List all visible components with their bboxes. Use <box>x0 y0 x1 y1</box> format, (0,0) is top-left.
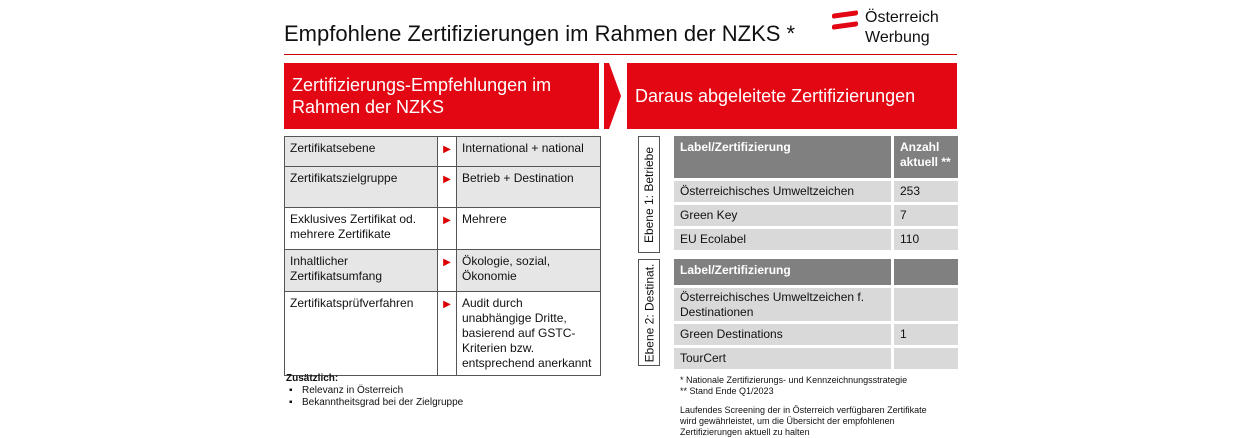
criteria-key: Zertifikatsprüfverfahren <box>285 292 438 376</box>
cert-name: Green Key <box>674 205 891 226</box>
footnote: * Nationale Zertifizierungs- und Kennzeichnungsstrategie <box>680 375 908 385</box>
cert-count <box>891 288 958 321</box>
arrow-right-icon: ▶ <box>438 292 457 376</box>
arrow-right-icon: ▶ <box>438 208 457 250</box>
table-row <box>285 167 601 208</box>
arrow-right-icon: ▶ <box>438 137 457 167</box>
criteria-key: Inhaltlicher Zertifikatsumfang <box>285 250 438 292</box>
level-2-label <box>638 259 660 366</box>
criteria-value: Ökologie, sozial, Ökonomie <box>457 250 601 292</box>
table-row <box>285 250 601 292</box>
level-1-label-text: Ebene 1: Betriebe <box>642 146 657 243</box>
cert-name: EU Ecolabel <box>674 229 891 250</box>
cert-count: 110 <box>891 229 958 250</box>
criteria-value: International + national <box>457 137 601 167</box>
level-2-label-text: Ebene 2: Destinat. <box>642 263 657 362</box>
right-heading-text: Daraus abgeleitete Zertifizierungen <box>635 86 916 106</box>
cert-count: 1 <box>891 324 958 345</box>
col-label-header: Label/Zertifizierung <box>674 259 891 285</box>
criteria-key: Exklusives Zertifikat od. mehrere Zertifikate <box>285 208 438 250</box>
cert-count <box>891 348 958 369</box>
level-2-table <box>674 256 958 372</box>
logo-line-2: Werbung <box>865 29 930 46</box>
list-item: ▪ Bekanntheitsgrad bei der Zielgruppe <box>302 397 463 409</box>
col-label-header: Label/Zertifizierung <box>674 136 891 178</box>
level-1-table <box>674 133 958 253</box>
table-row <box>674 205 958 226</box>
table-row <box>285 208 601 250</box>
footnote: ** Stand Ende Q1/2023 <box>680 386 774 396</box>
criteria-key: Zertifikatszielgruppe <box>285 167 438 208</box>
criteria-value: Audit durch unabhängige Dritte, basierend auf GSTC-Kriterien bzw. entsprechend anerkannt <box>457 292 601 376</box>
oesterreich-werbung-logo <box>832 6 952 50</box>
table-row <box>285 137 601 167</box>
criteria-table <box>284 136 601 376</box>
right-heading <box>627 63 957 129</box>
cert-name: Österreichisches Umweltzeichen f. Destinationen <box>674 288 891 321</box>
arrow-right-icon: ▶ <box>438 167 457 208</box>
logo-stripe-icon <box>832 21 858 30</box>
left-heading <box>284 63 599 129</box>
table-header-row <box>674 136 958 178</box>
criteria-value: Betrieb + Destination <box>457 167 601 208</box>
page-title: Empfohlene Zertifizierungen im Rahmen der NZKS * <box>284 21 796 46</box>
footnotes <box>680 375 930 438</box>
criteria-key: Zertifikatsebene <box>285 137 438 167</box>
additional-criteria <box>286 373 463 409</box>
cert-count: 253 <box>891 181 958 202</box>
table-row <box>285 292 601 376</box>
table-row <box>674 229 958 250</box>
level-1-label <box>638 136 660 253</box>
cert-name: Green Destinations <box>674 324 891 345</box>
table-row <box>674 348 958 369</box>
arrow-right-icon: ▶ <box>438 250 457 292</box>
table-row <box>674 288 958 321</box>
left-heading-text: Zertifizierungs-Empfehlungen im Rahmen der NZKS <box>292 75 552 117</box>
list-item: ▪ Relevanz in Österreich <box>302 385 463 397</box>
screening-note: Laufendes Screening der in Österreich verfügbaren Zertifikate wird gewährleistet, um die Übersicht der empfohlenen Zertifizierungen aktuell zu halten <box>680 405 927 437</box>
table-header-row <box>674 259 958 285</box>
col-count-header: Anzahl aktuell ** <box>891 136 958 178</box>
cert-name: Österreichisches Umweltzeichen <box>674 181 891 202</box>
additional-heading: Zusätzlich: <box>286 373 339 384</box>
col-count-header <box>891 259 958 285</box>
logo-line-1: Österreich <box>865 9 939 26</box>
cert-count: 7 <box>891 205 958 226</box>
cert-name: TourCert <box>674 348 891 369</box>
logo-stripe-icon <box>832 10 858 19</box>
chevron-right-icon <box>604 63 621 129</box>
table-row <box>674 324 958 345</box>
table-row <box>674 181 958 202</box>
criteria-value: Mehrere <box>457 208 601 250</box>
title-divider <box>284 54 957 55</box>
